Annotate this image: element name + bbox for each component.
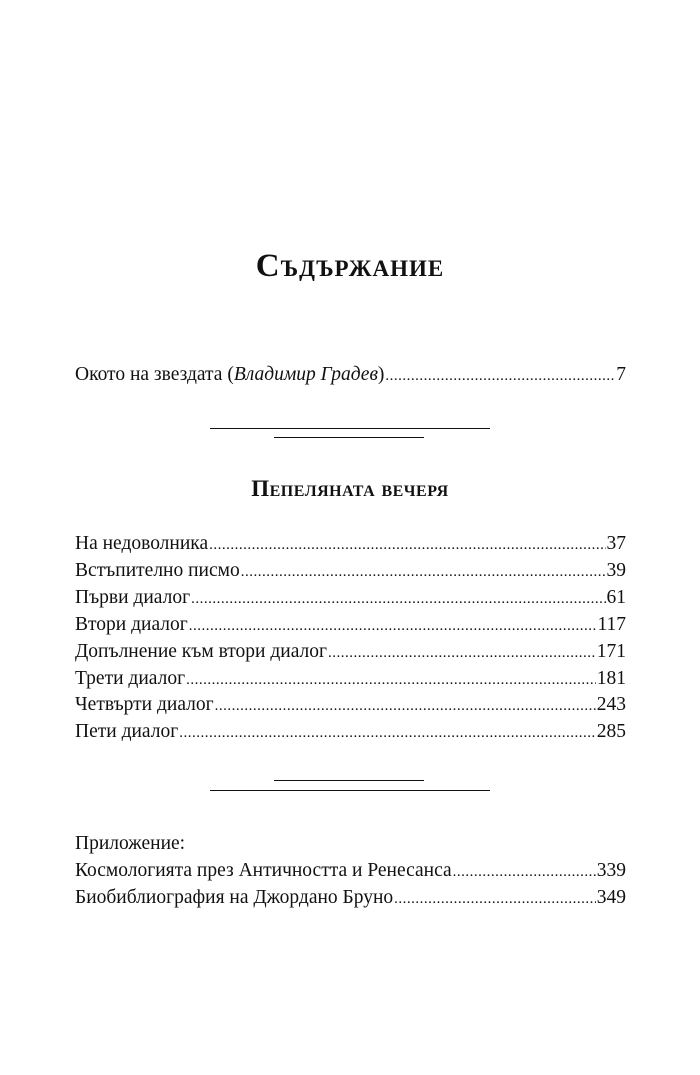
toc-entry-label: Пети диалог: [75, 721, 179, 742]
toc-entry[interactable]: [75, 558, 626, 584]
toc-entry-label: Встъпително писмо: [75, 560, 240, 581]
toc-entry-page: 285: [596, 721, 626, 742]
toc-entry-label: Втори диалог: [75, 614, 188, 635]
dot-leader: [241, 559, 606, 585]
divider-short: [274, 780, 424, 781]
toc-entry-page: 61: [606, 587, 626, 608]
dot-leader: [179, 720, 596, 746]
toc-entry-page: 349: [596, 887, 626, 908]
dot-leader: [186, 667, 596, 693]
toc-entry-page: 181: [596, 668, 626, 689]
toc-entry[interactable]: [75, 639, 626, 665]
toc-entry-label: Първи диалог: [75, 587, 191, 608]
toc-entry-page: 7: [616, 364, 626, 385]
toc-entry[interactable]: [75, 885, 626, 911]
toc-entry-page: 117: [597, 614, 626, 635]
toc-entry-author: Владимир Градев: [233, 364, 378, 385]
toc-entry-page: 243: [596, 694, 626, 715]
dot-leader: [394, 886, 596, 912]
toc-entry-page: 39: [606, 560, 626, 581]
dot-leader: [209, 532, 605, 558]
appendix-heading: Приложение:: [75, 833, 186, 854]
toc-entry-label: Космологията през Античността и Ренесанса: [75, 860, 452, 881]
divider-long: [210, 428, 490, 429]
toc-entry-page: 37: [606, 533, 626, 554]
divider-short: [274, 437, 424, 438]
toc-entry[interactable]: [75, 858, 626, 884]
dot-leader: [215, 693, 596, 719]
toc-entry[interactable]: [75, 612, 626, 638]
toc-entry[interactable]: [75, 719, 626, 745]
dot-leader: [328, 640, 596, 666]
toc-entry[interactable]: [75, 531, 626, 557]
toc-entry-label: Допълнение към втори диалог: [75, 641, 328, 662]
dot-leader: [385, 363, 615, 389]
toc-entry-label: Биобиблиография на Джордано Бруно: [75, 887, 394, 908]
dot-leader: [189, 613, 597, 639]
toc-entry-label: Окото на звездата (Владимир Градев): [75, 364, 385, 385]
toc-entry-label: Четвърти диалог: [75, 694, 214, 715]
toc-entry-page: 171: [596, 641, 626, 662]
toc-entry-page: 339: [596, 860, 626, 881]
dot-leader: [453, 859, 596, 885]
toc-entry[interactable]: [75, 585, 626, 611]
toc-entry[interactable]: [75, 666, 626, 692]
divider-long: [210, 790, 490, 791]
section-title: Пепеляната вечеря: [251, 476, 449, 501]
toc-entry-label: На недоволника: [75, 533, 209, 554]
toc-entry-intro[interactable]: [75, 362, 626, 388]
toc-entry[interactable]: [75, 692, 626, 718]
dot-leader: [191, 586, 605, 612]
toc-entry-label: Трети диалог: [75, 668, 186, 689]
page-title: Съдържание: [255, 248, 445, 284]
